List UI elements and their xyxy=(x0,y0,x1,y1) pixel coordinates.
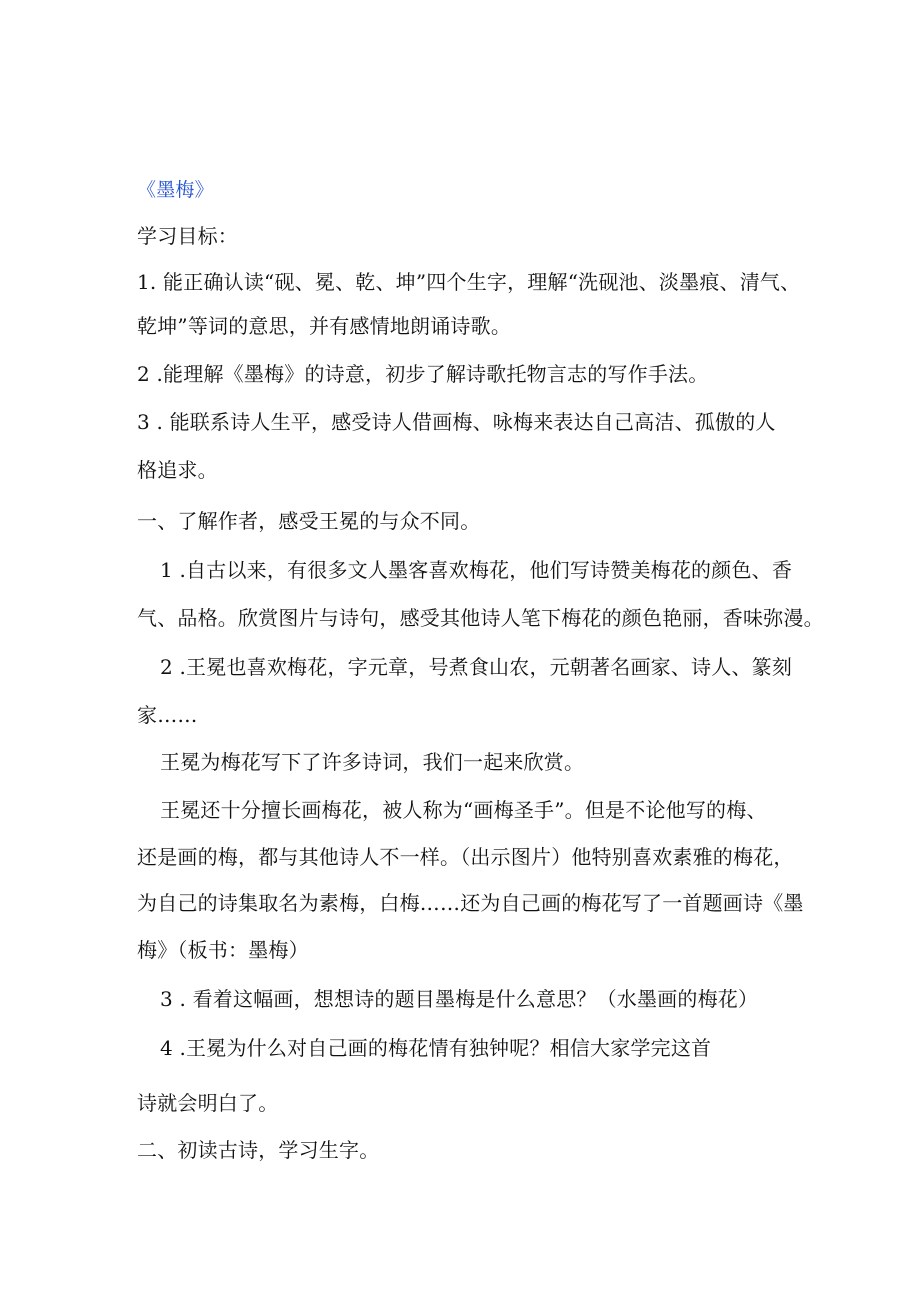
paragraph-line: 诗就会明白了。 xyxy=(137,1091,279,1115)
section-heading-objectives: 学习目标： xyxy=(137,224,238,248)
paragraph-line: 王冕还十分擅长画梅花，被人称为“画梅圣手”。但是不论他写的梅、 xyxy=(160,798,767,822)
paragraph-line: 1 .自古以来，有很多文人墨客喜欢梅花，他们写诗赞美梅花的颜色、香 xyxy=(160,558,793,582)
paragraph-line: 2 .王冕也喜欢梅花，字元章，号煮食山农，元朝著名画家、诗人、篆刻 xyxy=(160,655,793,679)
section-heading-two: 二、初读古诗，学习生字。 xyxy=(137,1138,380,1162)
section-heading-one: 一、了解作者，感受王冕的与众不同。 xyxy=(137,509,481,533)
paragraph-line: 还是画的梅，都与其他诗人不一样。（出示图片）他特别喜欢素雅的梅花， xyxy=(137,845,794,869)
paragraph-line: 1. 能正确认读“砚、冕、乾、坤”四个生字，理解“洗砚池、淡墨痕、清气、 xyxy=(137,270,801,294)
paragraph-line: 家…… xyxy=(137,703,198,727)
paragraph-line: 2 .能理解《墨梅》的诗意，初步了解诗歌托物言志的写作手法。 xyxy=(137,362,709,386)
document-title: 《墨梅》 xyxy=(137,179,214,201)
paragraph-line: 乾坤”等词的意思，并有感情地朗诵诗歌。 xyxy=(137,314,512,338)
paragraph-line: 气、品格。欣赏图片与诗句，感受其他诗人笔下梅花的颜色艳丽，香味弥漫。 xyxy=(137,606,824,630)
paragraph-line: 3 . 能联系诗人生平，感受诗人借画梅、咏梅来表达自己高洁、孤傲的人 xyxy=(137,410,776,434)
paragraph-line: 为自己的诗集取名为素梅，白梅……还为自己画的梅花写了一首题画诗《墨 xyxy=(137,891,804,915)
paragraph-line: 王冕为梅花写下了许多诗词，我们一起来欣赏。 xyxy=(160,750,585,774)
paragraph-line: 梅》（板书：墨梅） xyxy=(137,938,309,962)
paragraph-line: 4 .王冕为什么对自己画的梅花情有独钟呢？相信大家学完这首 xyxy=(160,1036,712,1060)
paragraph-line: 3 . 看着这幅画，想想诗的题目墨梅是什么意思？（水墨画的梅花） xyxy=(160,987,759,1011)
paragraph-line: 格追求。 xyxy=(137,458,218,482)
